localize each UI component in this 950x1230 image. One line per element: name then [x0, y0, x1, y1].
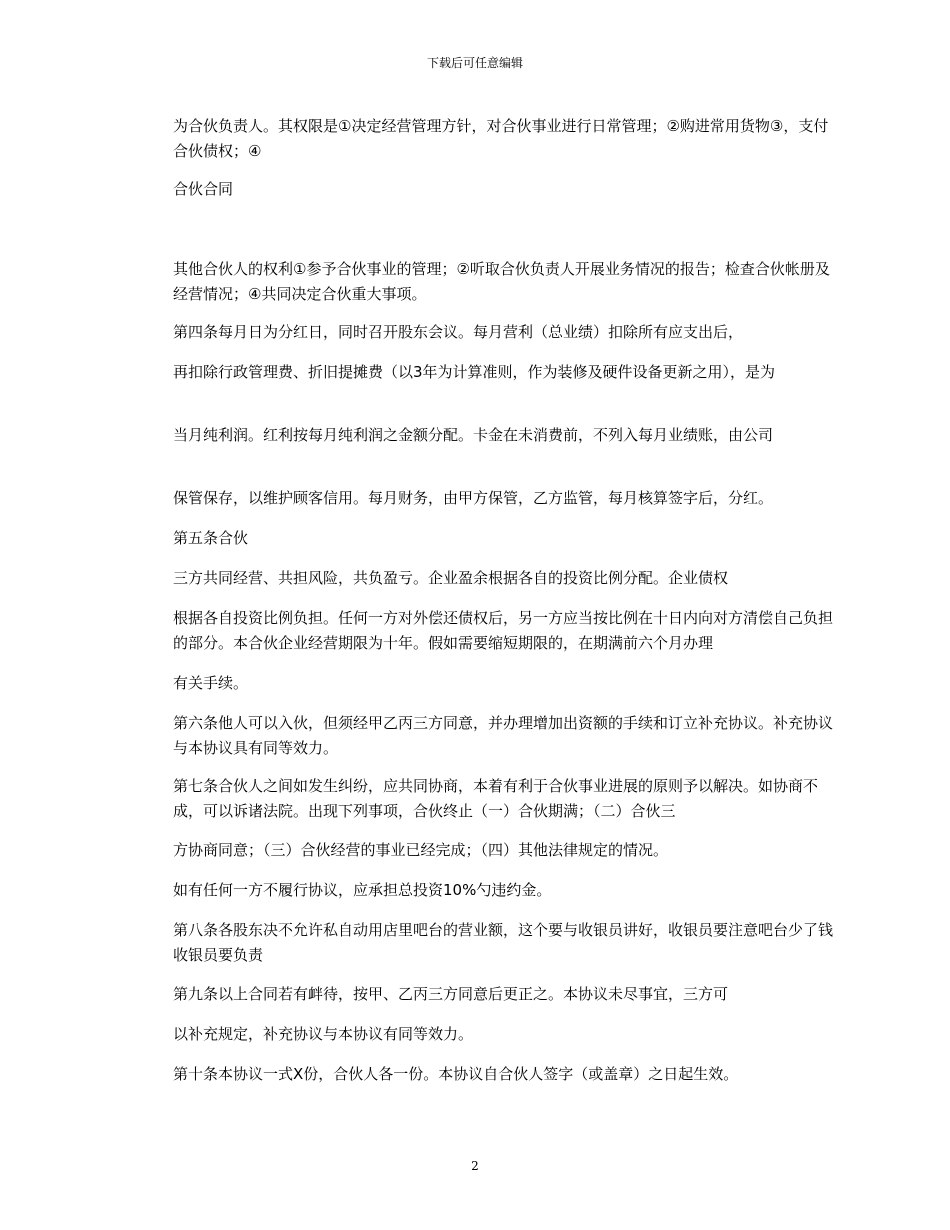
paragraph: 第四条每月日为分红日，同时召开股东会议。每月营利（总业绩）扣除所有应支出后， — [173, 323, 744, 341]
paragraph: 第七条合伙人之间如发生纠纷，应共同协商，本着有利于合伙事业进展的原则予以解决。如协商不成，可以诉诸法院。出现下列事项，合伙终止（一）合伙期满；（二）合伙三 — [173, 777, 819, 820]
paragraph: 第八条各股东决不允许私自动用店里吧台的营业额，这个要与收银员讲好，收银员要注意吧台少了钱收银员要负责 — [173, 921, 834, 964]
paragraph: 再扣除行政管理费、折旧提摊费（以3年为计算准则，作为装修及硬件设备更新之用），是为 — [173, 363, 776, 381]
paragraph: 第十条本协议一式X份，合伙人各一份。本协议自合伙人签字（或盖章）之日起生效。 — [173, 1065, 739, 1083]
page-header: 下载后可任意编辑 — [426, 56, 523, 70]
paragraph: 为合伙负责人。其权限是①决定经营管理方针，对合伙事业进行日常管理；②购进常用货物③，支付合伙债权；④ — [173, 117, 829, 160]
paragraph-heading: 合伙合同 — [173, 180, 234, 198]
paragraph: 第五条合伙 — [173, 529, 249, 547]
paragraph: 方协商同意；（三）合伙经营的事业已经完成；（四）其他法律规定的情况。 — [173, 841, 669, 859]
paragraph: 保管保存，以维护顾客信用。每月财务，由甲方保管，乙方监管，每月核算签字后，分红。 — [173, 489, 774, 507]
paragraph: 如有任何一方不履行协议，应承担总投资10%勺违约金。 — [173, 881, 552, 899]
paragraph: 根据各自投资比例负担。任何一方对外偿还债权后，另一方应当按比例在十日内向对方清偿自己负担的部分。本合伙企业经营期限为十年。假如需要缩短期限的，在期满前六个月办理 — [173, 609, 834, 652]
paragraph: 三方共同经营、共担风险，共负盈亏。企业盈余根据各自的投资比例分配。企业债权 — [173, 569, 729, 587]
paragraph: 第六条他人可以入伙，但须经甲乙丙三方同意，并办理增加出资额的手续和订立补充协议。补充协议与本协议具有同等效力。 — [173, 714, 834, 757]
paragraph: 第九条以上合同若有衅待，按甲、乙丙三方同意后更正之。本协议未尽事宜，三方可 — [173, 985, 729, 1003]
paragraph: 其他合伙人的权利①参予合伙事业的管理；②听取合伙负责人开展业务情况的报告；检查合伙帐册及经营情况；④共同决定合伙重大事项。 — [173, 260, 830, 303]
paragraph: 当月纯利润。红利按每月纯利润之金额分配。卡金在未消费前，不列入每月业绩账，由公司 — [173, 426, 774, 444]
paragraph: 以补充规定，补充协议与本协议有同等效力。 — [173, 1025, 474, 1043]
page-number: 2 — [471, 1159, 479, 1173]
paragraph: 有关手续。 — [173, 674, 249, 692]
